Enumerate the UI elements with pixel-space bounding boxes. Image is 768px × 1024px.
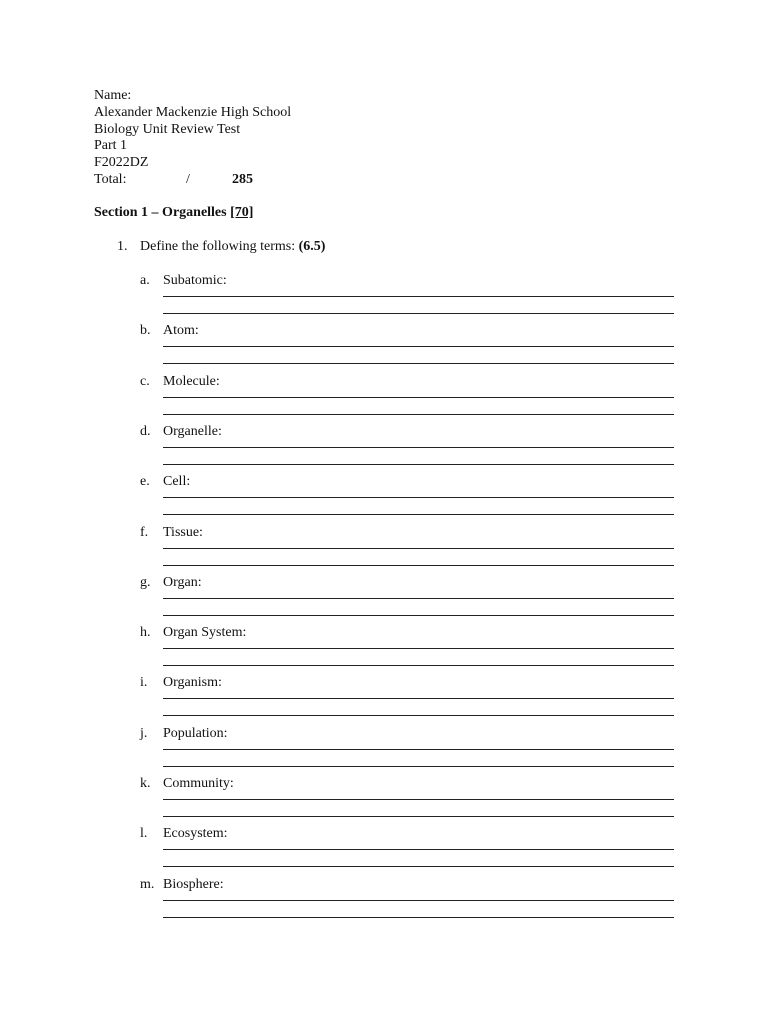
answer-line[interactable]: [163, 917, 674, 918]
answer-line[interactable]: [163, 447, 674, 448]
term-label: Subatomic:: [163, 273, 227, 288]
term-item: [140, 374, 674, 424]
term-letter: a.: [140, 273, 150, 288]
term-letter: g.: [140, 574, 151, 590]
answer-line[interactable]: [163, 514, 674, 515]
answer-line[interactable]: [163, 598, 674, 599]
test-header: [94, 88, 694, 189]
answer-line[interactable]: [163, 497, 674, 498]
term-item: [140, 776, 674, 826]
term-item: [140, 625, 674, 675]
question-1: [117, 239, 325, 255]
term-label: Organism:: [163, 675, 222, 691]
term-label: Biosphere:: [163, 876, 224, 892]
answer-line[interactable]: [163, 397, 674, 398]
term-label: Organ System:: [163, 625, 247, 641]
term-item: [140, 877, 674, 927]
answer-line[interactable]: [163, 296, 674, 297]
term-item: [140, 525, 674, 575]
term-item: [140, 675, 674, 725]
name-label: Name:: [94, 88, 132, 103]
answer-line[interactable]: [163, 900, 674, 901]
term-letter: j.: [140, 725, 148, 741]
answer-line[interactable]: [163, 363, 674, 364]
answer-line[interactable]: [163, 346, 674, 347]
total-value: 285: [232, 171, 253, 187]
section-heading: [94, 205, 253, 221]
total-slash: /: [186, 171, 190, 187]
term-letter: d.: [140, 423, 151, 439]
test-title: Biology Unit Review Test: [94, 121, 241, 137]
term-item: [140, 826, 674, 876]
answer-line[interactable]: [163, 313, 674, 314]
term-letter: b.: [140, 323, 151, 339]
term-label: Ecosystem:: [163, 826, 228, 842]
term-letter: e.: [140, 474, 150, 490]
answer-line[interactable]: [163, 665, 674, 666]
term-letter: f.: [140, 524, 149, 540]
term-item: [140, 726, 674, 776]
term-letter: i.: [140, 675, 148, 691]
answer-line[interactable]: [163, 849, 674, 850]
test-part: Part 1: [94, 138, 128, 154]
answer-line[interactable]: [163, 715, 674, 716]
answer-line[interactable]: [163, 615, 674, 616]
term-item: [140, 323, 674, 373]
term-label: Organ:: [163, 574, 202, 590]
term-item: [140, 273, 674, 323]
term-label: Cell:: [163, 474, 191, 490]
term-label: Population:: [163, 725, 228, 741]
answer-line[interactable]: [163, 414, 674, 415]
total-label: Total:: [94, 171, 127, 187]
term-letter: m.: [140, 876, 155, 892]
section-title: Section 1 – Organelles: [94, 205, 231, 220]
answer-line[interactable]: [163, 866, 674, 867]
term-letter: c.: [140, 373, 150, 389]
term-letter: k.: [140, 776, 151, 791]
term-item: [140, 575, 674, 625]
answer-line[interactable]: [163, 648, 674, 649]
term-label: Molecule:: [163, 373, 220, 389]
answer-line[interactable]: [163, 749, 674, 750]
total-score-line: [94, 172, 694, 189]
answer-line[interactable]: [163, 799, 674, 800]
term-label: Tissue:: [163, 524, 203, 540]
test-code: F2022DZ: [94, 155, 149, 171]
answer-line[interactable]: [163, 766, 674, 767]
question-text: Define the following terms:: [140, 239, 299, 254]
term-label: Organelle:: [163, 423, 222, 439]
term-item: [140, 474, 674, 524]
answer-line[interactable]: [163, 816, 674, 817]
answer-line[interactable]: [163, 698, 674, 699]
section-marks: [70]: [230, 205, 254, 220]
term-letter: l.: [140, 826, 148, 842]
term-label: Atom:: [163, 323, 199, 339]
term-letter: h.: [140, 625, 151, 641]
answer-line[interactable]: [163, 464, 674, 465]
term-label: Community:: [163, 776, 234, 791]
question-marks: (6.5): [298, 239, 326, 254]
answer-line[interactable]: [163, 548, 674, 549]
school-name: Alexander Mackenzie High School: [94, 104, 292, 120]
term-item: [140, 424, 674, 474]
answer-line[interactable]: [163, 565, 674, 566]
question-number: 1.: [117, 239, 128, 254]
